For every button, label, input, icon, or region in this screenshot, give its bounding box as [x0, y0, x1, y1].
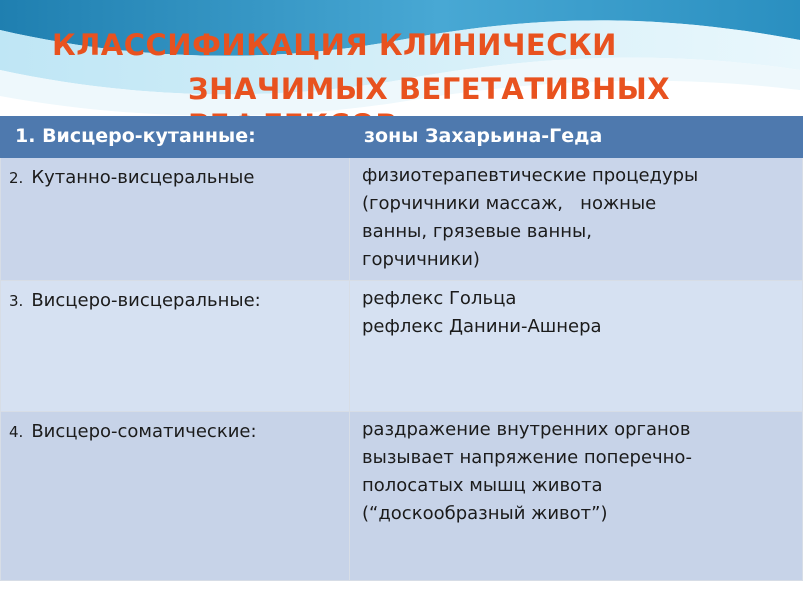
row-left-cell — [1, 412, 350, 581]
row-number: 2. — [9, 169, 24, 187]
table-row — [1, 281, 803, 412]
reflex-classification-table — [0, 116, 803, 581]
title-line-2: ЗНАЧИМЫХ ВЕГЕТАТИВНЫХ — [188, 72, 671, 106]
row-category: Висцеро-соматические: — [31, 421, 257, 442]
title-line-1: КЛАССИФИКАЦИЯ КЛИНИЧЕСКИ — [52, 28, 617, 62]
header-left-cell — [1, 117, 350, 158]
row-detail-line: вызывает напряжение поперечно- — [362, 447, 692, 468]
slide-title — [0, 0, 800, 130]
table-row — [1, 412, 803, 581]
row-number: 3. — [9, 292, 24, 310]
row-number: 4. — [9, 423, 24, 441]
row-detail-line: рефлекс Гольца — [362, 288, 517, 309]
row-detail-line: ванны, грязевые ванны, — [362, 221, 592, 242]
row-category: Висцеро-висцеральные: — [31, 290, 261, 311]
row-detail-line: (горчичники массаж, ножные — [362, 193, 657, 214]
row-detail-line: раздражение внутренних органов — [362, 419, 691, 440]
table-header-row — [1, 117, 803, 158]
row-right-cell — [350, 158, 803, 281]
row-detail-line: физиотерапевтические процедуры — [362, 165, 699, 186]
row-right-cell — [350, 412, 803, 581]
header-right-label: зоны Захарьина-Геда — [364, 125, 603, 147]
row-detail-line: рефлекс Данини-Ашнера — [362, 316, 602, 337]
row-left-cell — [1, 281, 350, 412]
row-category: Кутанно-висцеральные — [31, 167, 255, 188]
row-detail-line: (“доскообразный живот”) — [362, 503, 608, 524]
row-detail-line: горчичники) — [362, 249, 480, 270]
row-detail-line: полосатых мышц живота — [362, 475, 603, 496]
header-left-label: Висцеро-кутанные: — [42, 125, 256, 147]
row-right-cell — [350, 281, 803, 412]
table-row — [1, 158, 803, 281]
row-left-cell — [1, 158, 350, 281]
header-number: 1. — [15, 125, 36, 147]
header-right-cell — [350, 117, 803, 158]
